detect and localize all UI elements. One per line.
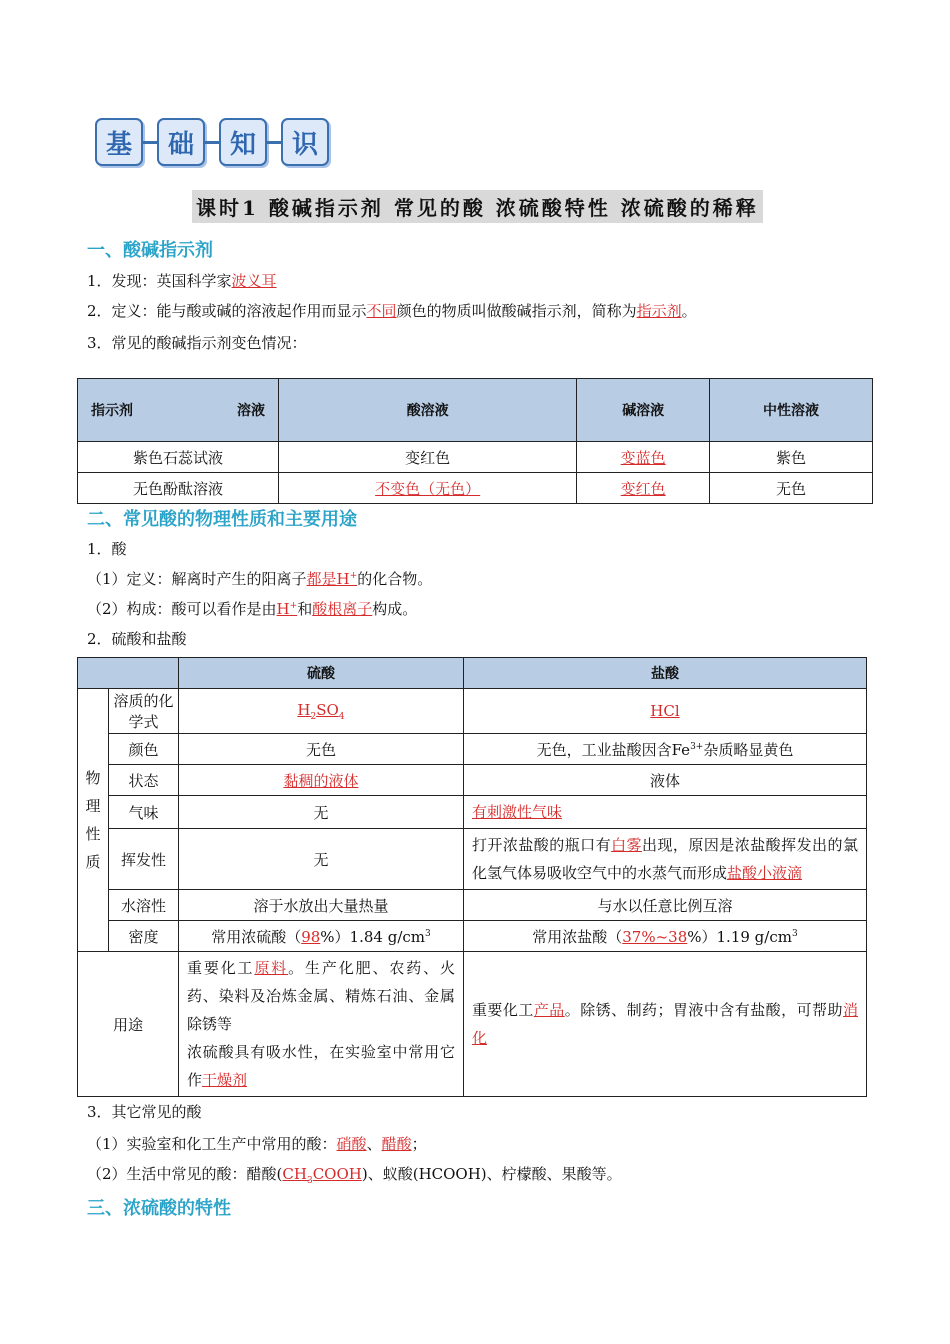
acid-property-table xyxy=(77,657,867,1097)
text: 打开浓盐酸的瓶口有 xyxy=(471,836,612,854)
cell: 用途 xyxy=(78,952,179,1097)
subscript: 4 xyxy=(338,711,345,722)
answer: 波义耳 xyxy=(231,272,277,290)
section-badge xyxy=(95,118,329,166)
superscript: 3+ xyxy=(690,741,704,752)
text-line xyxy=(87,300,697,321)
section-heading-2: 二、常见酸的物理性质和主要用途 xyxy=(87,509,357,530)
cell: 水溶性 xyxy=(109,890,179,921)
text: 。除锈、制药；胃液中含有盐酸，可帮助 xyxy=(564,1001,843,1019)
answer xyxy=(277,600,298,618)
answer: 有刺激性气味 xyxy=(471,803,562,821)
text: 出现，原因是浓盐酸挥发出的氯化氢气体易吸收空气中的水蒸气而形成 xyxy=(471,836,858,882)
page-title: 课时1 酸碱指示剂 常见的酸 浓硫酸特性 浓硫酸的稀释 xyxy=(192,190,763,223)
text-line xyxy=(87,598,417,619)
text: 质 xyxy=(85,853,101,871)
answer xyxy=(282,1165,362,1186)
header-cell xyxy=(78,658,179,689)
text: 和 xyxy=(297,600,313,618)
text-line: 2．硫酸和盐酸 xyxy=(87,630,187,648)
cell xyxy=(463,734,866,765)
badge-char: 基 xyxy=(95,118,143,166)
section-heading-3: 三、浓硫酸的特性 xyxy=(87,1198,231,1219)
text: 性 xyxy=(85,825,101,843)
table-row xyxy=(78,473,873,504)
text: 都是H xyxy=(306,570,350,588)
text: 颜色的物质叫做酸碱指示剂，简称为 xyxy=(396,302,637,320)
section-heading-1: 一、酸碱指示剂 xyxy=(87,240,213,261)
answer: 硝酸 xyxy=(336,1135,367,1153)
answer: 白雾 xyxy=(611,836,643,854)
text: 浓硫酸具有吸水性，在实验室中常用它作 xyxy=(186,1043,455,1089)
cell xyxy=(178,689,463,734)
text: 重要化工 xyxy=(471,1001,534,1019)
answer: 干燥剂 xyxy=(201,1071,247,1089)
cell: 紫色 xyxy=(710,442,873,473)
subscript: 3 xyxy=(306,1176,313,1186)
text: 物 xyxy=(85,769,101,787)
text: H xyxy=(276,600,290,618)
table-row xyxy=(78,796,867,829)
answer: 98 xyxy=(301,927,321,946)
cell xyxy=(178,921,463,952)
text: 杂质略显黄色 xyxy=(703,740,794,759)
answer: 醋酸 xyxy=(381,1135,412,1153)
cell: 与水以任意比例互溶 xyxy=(463,890,866,921)
table-row xyxy=(78,952,867,1097)
answer: 盐酸小液滴 xyxy=(726,864,802,882)
badge-char: 础 xyxy=(157,118,205,166)
text: 重要化工 xyxy=(186,959,255,977)
text-line: 3．常见的酸碱指示剂变色情况： xyxy=(87,334,307,352)
cell xyxy=(463,796,866,829)
cell: 无 xyxy=(178,796,463,829)
text: 1．发现：英国科学家 xyxy=(87,272,232,290)
table-row xyxy=(78,829,867,890)
cell: 溶质的化学式 xyxy=(109,689,179,734)
text: （2）生活中常见的酸：醋酸( xyxy=(87,1165,283,1183)
answer: 不变色（无色） xyxy=(375,479,481,498)
text: （1）实验室和化工生产中常用的酸： xyxy=(87,1135,337,1153)
text-line xyxy=(87,270,277,291)
text: 。 xyxy=(681,302,697,320)
answer: 黏稠的液体 xyxy=(283,771,359,790)
badge-char: 知 xyxy=(219,118,267,166)
header-indicator: 指示剂 xyxy=(91,403,133,419)
cell: 变红色 xyxy=(279,442,577,473)
text: （1）定义：解离时产生的阳离子 xyxy=(87,570,307,588)
text: SO xyxy=(316,700,339,719)
answer xyxy=(297,700,345,722)
cell: 气味 xyxy=(109,796,179,829)
header-base: 碱溶液 xyxy=(577,379,710,442)
text: 。生产化肥、农药、火药、染料及冶炼金属、精炼石油、金属除锈等 xyxy=(186,959,455,1033)
text: 常用浓硫酸（ xyxy=(211,927,302,946)
cell xyxy=(577,442,710,473)
cell: 无色 xyxy=(178,734,463,765)
badge-connector xyxy=(267,141,281,144)
text: COOH xyxy=(312,1165,362,1183)
text-line xyxy=(87,568,432,589)
header-sulfuric: 硫酸 xyxy=(178,658,463,689)
subscript: 2 xyxy=(310,711,317,722)
answer: 产品 xyxy=(533,1001,565,1019)
text: （2）构成：酸可以看作是由 xyxy=(87,600,277,618)
text: %）1.84 g/cm xyxy=(320,927,425,946)
text: 、 xyxy=(366,1135,382,1153)
cell xyxy=(463,921,866,952)
table-row xyxy=(78,921,867,952)
cell xyxy=(178,952,463,1097)
cell xyxy=(463,689,866,734)
answer: 不同 xyxy=(366,302,397,320)
text: CH xyxy=(282,1165,307,1183)
answer: 原料 xyxy=(254,959,289,977)
text-line xyxy=(87,1133,427,1154)
cell xyxy=(577,473,710,504)
cell: 密度 xyxy=(109,921,179,952)
cell: 挥发性 xyxy=(109,829,179,890)
badge-connector xyxy=(143,141,157,144)
text: H xyxy=(297,700,311,719)
header-solution: 溶液 xyxy=(237,403,265,419)
superscript: 3 xyxy=(425,928,431,939)
cell xyxy=(178,765,463,796)
answer: 消化 xyxy=(471,1001,858,1047)
superscript: 3 xyxy=(791,928,798,939)
text: 常用浓盐酸（ xyxy=(532,927,623,946)
table-row xyxy=(78,734,867,765)
cell: 无色 xyxy=(710,473,873,504)
header-hydrochloric: 盐酸 xyxy=(463,658,866,689)
text: %）1.19 g/cm xyxy=(687,927,792,946)
text: 2．定义：能与酸或碱的溶液起作用而显示 xyxy=(87,302,367,320)
table-row xyxy=(78,442,873,473)
cell: 液体 xyxy=(463,765,866,796)
text: ； xyxy=(411,1135,427,1153)
cell: 紫色石蕊试液 xyxy=(78,442,279,473)
text: 构成。 xyxy=(372,600,418,618)
cell: 颜色 xyxy=(109,734,179,765)
text: 的化合物。 xyxy=(357,570,433,588)
superscript: + xyxy=(349,571,358,581)
indicator-table xyxy=(77,378,873,504)
answer: 37%~38 xyxy=(622,927,688,946)
text-line xyxy=(87,1163,622,1186)
text: 无色，工业盐酸因含Fe xyxy=(536,740,691,759)
header-acid: 酸溶液 xyxy=(279,379,577,442)
table-row xyxy=(78,689,867,734)
cell: 溶于水放出大量热量 xyxy=(178,890,463,921)
cell: 无 xyxy=(178,829,463,890)
badge-char: 识 xyxy=(281,118,329,166)
text: )、蚁酸(HCOOH)、柠檬酸、果酸等。 xyxy=(361,1165,622,1183)
answer: 指示剂 xyxy=(636,302,682,320)
header-neutral: 中性溶液 xyxy=(710,379,873,442)
text: 理 xyxy=(85,797,101,815)
table-row xyxy=(78,890,867,921)
cell xyxy=(463,829,866,890)
cell: 无色酚酞溶液 xyxy=(78,473,279,504)
table-row xyxy=(78,765,867,796)
cell xyxy=(463,952,866,1097)
physical-property-label xyxy=(78,689,109,952)
cell xyxy=(279,473,577,504)
cell: 状态 xyxy=(109,765,179,796)
answer: 变红色 xyxy=(620,479,666,498)
answer: HCl xyxy=(650,702,680,720)
text-line: 3．其它常见的酸 xyxy=(87,1103,202,1121)
answer xyxy=(307,570,358,588)
header-cell xyxy=(78,379,279,442)
superscript: + xyxy=(289,601,298,611)
badge-connector xyxy=(205,141,219,144)
text-line: 1．酸 xyxy=(87,540,127,558)
answer: 变蓝色 xyxy=(620,448,666,467)
answer: 酸根离子 xyxy=(312,600,373,618)
